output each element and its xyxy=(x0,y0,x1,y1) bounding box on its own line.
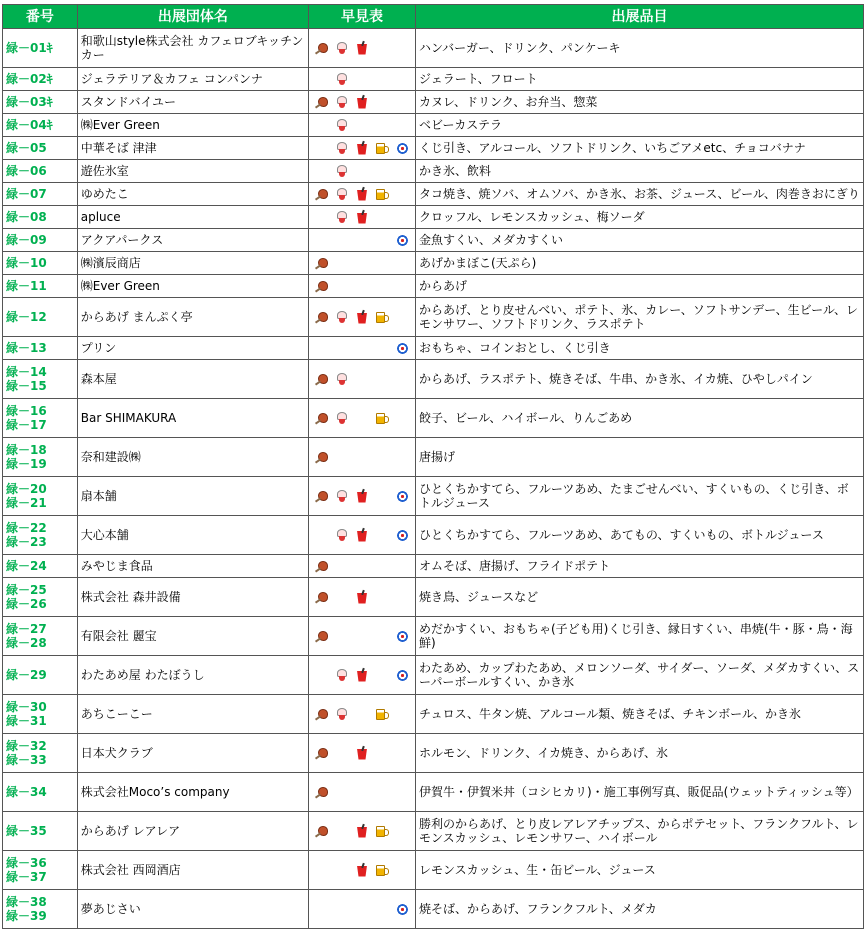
quick-chart-icons xyxy=(309,68,416,91)
booth-number xyxy=(3,68,78,91)
booth-number-label: 緑－21 xyxy=(6,496,47,510)
exhibitor-name: 奈和建設㈱ xyxy=(77,438,308,477)
exhibit-items: 勝利のからあげ、とり皮レアレアチップス、からポテセット、フランクフルト、レモンスカッシュ、レモンサワー、ハイボール xyxy=(416,812,864,851)
booth-number-label: 緑－12 xyxy=(6,310,47,324)
table-row xyxy=(3,29,864,68)
exhibit-items: 餃子、ビール、ハイボール、りんごあめ xyxy=(416,399,864,438)
table-row xyxy=(3,851,864,890)
booth-number-label: 緑－23 xyxy=(6,535,47,549)
table-row xyxy=(3,734,864,773)
booth-number-label: 緑－25 xyxy=(6,583,47,597)
ice-icon xyxy=(336,73,348,86)
booth-number-label: 緑－32 xyxy=(6,739,47,753)
ice-icon xyxy=(336,412,348,425)
exhibit-items: ハンバーガー、ドリンク、パンケーキ xyxy=(416,29,864,68)
exhibitor-name: 扇本舗 xyxy=(77,477,308,516)
booth-number-label: 緑－29 xyxy=(6,668,47,682)
food-icon xyxy=(315,708,329,720)
table-row xyxy=(3,399,864,438)
drink-icon xyxy=(357,825,367,838)
booth-number xyxy=(3,773,78,812)
booth-number-label: 緑－14 xyxy=(6,365,47,379)
booth-number-label: 緑－03ｷ xyxy=(6,95,53,109)
table-row xyxy=(3,578,864,617)
drink-icon xyxy=(357,864,367,877)
table-row xyxy=(3,555,864,578)
food-icon xyxy=(315,311,329,323)
booth-number xyxy=(3,477,78,516)
booth-number xyxy=(3,252,78,275)
booth-number-label: 緑－39 xyxy=(6,909,47,923)
table-row xyxy=(3,68,864,91)
food-icon xyxy=(315,451,329,463)
booth-number xyxy=(3,275,78,298)
quick-chart-icons xyxy=(309,516,416,555)
beer-icon xyxy=(376,864,389,876)
ice-icon xyxy=(336,669,348,682)
quick-chart-icons xyxy=(309,812,416,851)
exhibitor-name: アクアパークス xyxy=(77,229,308,252)
exhibitor-name: 中華そば 津津 xyxy=(77,137,308,160)
quick-chart-icons xyxy=(309,773,416,812)
exhibitor-name: からあげ レアレア xyxy=(77,812,308,851)
exhibitor-name: ジェラテリア＆カフェ コンパンナ xyxy=(77,68,308,91)
exhibit-items: かき氷、飲料 xyxy=(416,160,864,183)
quick-chart-icons xyxy=(309,337,416,360)
beer-icon xyxy=(376,708,389,720)
header-group-name: 出展団体名 xyxy=(77,5,308,29)
quick-chart-icons xyxy=(309,555,416,578)
booth-number xyxy=(3,183,78,206)
food-icon xyxy=(315,825,329,837)
table-row xyxy=(3,114,864,137)
exhibitor-name: プリン xyxy=(77,337,308,360)
exhibitor-name: あちこーこー xyxy=(77,695,308,734)
exhibitor-name: わたあめ屋 わたぼうし xyxy=(77,656,308,695)
booth-number-label: 緑－08 xyxy=(6,210,47,224)
booth-number-label: 緑－30 xyxy=(6,700,47,714)
drink-icon xyxy=(357,747,367,760)
food-icon xyxy=(315,630,329,642)
drink-icon xyxy=(357,591,367,604)
drink-icon xyxy=(357,96,367,109)
food-icon xyxy=(315,786,329,798)
exhibit-items: 唐揚げ xyxy=(416,438,864,477)
table-row xyxy=(3,438,864,477)
booth-number-label: 緑－18 xyxy=(6,443,47,457)
booth-number-label: 緑－01ｷ xyxy=(6,41,53,55)
header-items: 出展品目 xyxy=(416,5,864,29)
booth-number xyxy=(3,337,78,360)
exhibitor-name: 有限会社 麗宝 xyxy=(77,617,308,656)
booth-number xyxy=(3,555,78,578)
table-row xyxy=(3,91,864,114)
quick-chart-icons xyxy=(309,137,416,160)
exhibitor-name: みやじま食品 xyxy=(77,555,308,578)
booth-number-label: 緑－26 xyxy=(6,597,47,611)
exhibit-items: カヌレ、ドリンク、お弁当、惣菜 xyxy=(416,91,864,114)
booth-number-label: 緑－20 xyxy=(6,482,47,496)
booth-number-label: 緑－11 xyxy=(6,279,47,293)
booth-number-label: 緑－34 xyxy=(6,785,47,799)
ice-icon xyxy=(336,311,348,324)
game-icon xyxy=(396,669,409,682)
exhibitor-name: 遊佐氷室 xyxy=(77,160,308,183)
table-row xyxy=(3,298,864,337)
booth-number xyxy=(3,695,78,734)
table-row xyxy=(3,360,864,399)
exhibitor-name: 大心本舗 xyxy=(77,516,308,555)
table-row xyxy=(3,617,864,656)
exhibitor-name: 株式会社Moco’s company xyxy=(77,773,308,812)
table-row xyxy=(3,137,864,160)
booth-number-label: 緑－31 xyxy=(6,714,47,728)
ice-icon xyxy=(336,42,348,55)
exhibitor-name: 株式会社 森井設備 xyxy=(77,578,308,617)
quick-chart-icons xyxy=(309,399,416,438)
quick-chart-icons xyxy=(309,160,416,183)
booth-number xyxy=(3,229,78,252)
beer-icon xyxy=(376,142,389,154)
exhibit-items: 焼そば、からあげ、フランクフルト、メダカ xyxy=(416,890,864,929)
beer-icon xyxy=(376,825,389,837)
exhibit-items: ベビーカステラ xyxy=(416,114,864,137)
quick-chart-icons xyxy=(309,734,416,773)
booth-number-label: 緑－15 xyxy=(6,379,47,393)
quick-chart-icons xyxy=(309,298,416,337)
drink-icon xyxy=(357,529,367,542)
food-icon xyxy=(315,257,329,269)
drink-icon xyxy=(357,211,367,224)
exhibitor-table xyxy=(2,4,864,929)
exhibit-items: タコ焼き、焼ソバ、オムソバ、かき氷、お茶、ジュース、ビール、肉巻きおにぎり xyxy=(416,183,864,206)
table-row xyxy=(3,183,864,206)
quick-chart-icons xyxy=(309,438,416,477)
table-row xyxy=(3,812,864,851)
table-row xyxy=(3,477,864,516)
table-row xyxy=(3,337,864,360)
booth-number xyxy=(3,114,78,137)
food-icon xyxy=(315,747,329,759)
booth-number-label: 緑－19 xyxy=(6,457,47,471)
exhibitor-name: 和歌山style株式会社 カフェロブキッチンカー xyxy=(77,29,308,68)
ice-icon xyxy=(336,165,348,178)
exhibit-items: めだかすくい、おもちゃ(子ども用)くじ引き、縁日すくい、串焼(牛・豚・鳥・海鮮) xyxy=(416,617,864,656)
booth-number-label: 緑－35 xyxy=(6,824,47,838)
ice-icon xyxy=(336,529,348,542)
beer-icon xyxy=(376,188,389,200)
quick-chart-icons xyxy=(309,206,416,229)
booth-number xyxy=(3,206,78,229)
booth-number-label: 緑－13 xyxy=(6,341,47,355)
game-icon xyxy=(396,630,409,643)
table-row xyxy=(3,160,864,183)
booth-number xyxy=(3,890,78,929)
ice-icon xyxy=(336,96,348,109)
header-row xyxy=(3,5,864,29)
game-icon xyxy=(396,490,409,503)
exhibit-items: おもちゃ、コインおとし、くじ引き xyxy=(416,337,864,360)
exhibitor-name: 森本屋 xyxy=(77,360,308,399)
exhibit-items: ひとくちかすてら、フルーツあめ、あてもの、すくいもの、ボトルジュース xyxy=(416,516,864,555)
booth-number-label: 緑－10 xyxy=(6,256,47,270)
booth-number xyxy=(3,516,78,555)
drink-icon xyxy=(357,669,367,682)
exhibit-items: くじ引き、アルコール、ソフトドリンク、いちごアメetc、チョコバナナ xyxy=(416,137,864,160)
booth-number xyxy=(3,578,78,617)
quick-chart-icons xyxy=(309,477,416,516)
booth-number-label: 緑－28 xyxy=(6,636,47,650)
ice-icon xyxy=(336,142,348,155)
exhibitor-name: 日本犬クラブ xyxy=(77,734,308,773)
ice-icon xyxy=(336,708,348,721)
drink-icon xyxy=(357,311,367,324)
food-icon xyxy=(315,591,329,603)
booth-number xyxy=(3,160,78,183)
exhibitor-name: からあげ まんぷく亭 xyxy=(77,298,308,337)
exhibit-items: からあげ xyxy=(416,275,864,298)
drink-icon xyxy=(357,142,367,155)
table-row xyxy=(3,890,864,929)
game-icon xyxy=(396,342,409,355)
quick-chart-icons xyxy=(309,252,416,275)
quick-chart-icons xyxy=(309,114,416,137)
booth-number xyxy=(3,91,78,114)
quick-chart-icons xyxy=(309,183,416,206)
quick-chart-icons xyxy=(309,229,416,252)
booth-number-label: 緑－09 xyxy=(6,233,47,247)
exhibit-items: オムそば、唐揚げ、フライドポテト xyxy=(416,555,864,578)
quick-chart-icons xyxy=(309,656,416,695)
exhibitor-name: ㈱Ever Green xyxy=(77,275,308,298)
booth-number xyxy=(3,399,78,438)
exhibit-items: からあげ、ラスポテト、焼きそば、牛串、かき氷、イカ焼、ひやしパイン xyxy=(416,360,864,399)
ice-icon xyxy=(336,211,348,224)
exhibit-items: ひとくちかすてら、フルーツあめ、たまごせんべい、すくいもの、くじ引き、ボトルジュース xyxy=(416,477,864,516)
quick-chart-icons xyxy=(309,695,416,734)
header-quick-chart: 早見表 xyxy=(309,5,416,29)
booth-number-label: 緑－37 xyxy=(6,870,47,884)
beer-icon xyxy=(376,311,389,323)
game-icon xyxy=(396,529,409,542)
game-icon xyxy=(396,903,409,916)
booth-number-label: 緑－33 xyxy=(6,753,47,767)
ice-icon xyxy=(336,490,348,503)
drink-icon xyxy=(357,188,367,201)
food-icon xyxy=(315,490,329,502)
quick-chart-icons xyxy=(309,851,416,890)
exhibit-items: わたあめ、カップわたあめ、メロンソーダ、サイダー、ソーダ、メダカすくい、スーパーボールすくい、かき氷 xyxy=(416,656,864,695)
booth-number-label: 緑－05 xyxy=(6,141,47,155)
game-icon xyxy=(396,234,409,247)
exhibit-items: あげかまぼこ(天ぷら) xyxy=(416,252,864,275)
exhibit-items: 伊賀牛・伊賀米丼（コシヒカリ)・施工事例写真、販促品(ウェットティッシュ等） xyxy=(416,773,864,812)
food-icon xyxy=(315,188,329,200)
exhibit-items: ホルモン、ドリンク、イカ焼き、からあげ、氷 xyxy=(416,734,864,773)
exhibit-items: 焼き鳥、ジュースなど xyxy=(416,578,864,617)
booth-number xyxy=(3,734,78,773)
quick-chart-icons xyxy=(309,360,416,399)
booth-number xyxy=(3,617,78,656)
booth-number-label: 緑－06 xyxy=(6,164,47,178)
booth-number xyxy=(3,29,78,68)
booth-number xyxy=(3,812,78,851)
quick-chart-icons xyxy=(309,91,416,114)
booth-number-label: 緑－17 xyxy=(6,418,47,432)
ice-icon xyxy=(336,119,348,132)
booth-number-label: 緑－02ｷ xyxy=(6,72,53,86)
booth-number-label: 緑－24 xyxy=(6,559,47,573)
booth-number-label: 緑－27 xyxy=(6,622,47,636)
exhibit-items: レモンスカッシュ、生・缶ビール、ジュース xyxy=(416,851,864,890)
drink-icon xyxy=(357,490,367,503)
exhibit-items: チュロス、牛タン焼、アルコール類、焼きそば、チキンボール、かき氷 xyxy=(416,695,864,734)
quick-chart-icons xyxy=(309,29,416,68)
booth-number xyxy=(3,360,78,399)
exhibit-items: 金魚すくい、メダカすくい xyxy=(416,229,864,252)
food-icon xyxy=(315,412,329,424)
food-icon xyxy=(315,373,329,385)
quick-chart-icons xyxy=(309,890,416,929)
booth-number xyxy=(3,438,78,477)
ice-icon xyxy=(336,188,348,201)
exhibitor-name: スタンドバイユー xyxy=(77,91,308,114)
exhibitor-name: ゆめたこ xyxy=(77,183,308,206)
quick-chart-icons xyxy=(309,578,416,617)
exhibitor-name: ㈱濱辰商店 xyxy=(77,252,308,275)
booth-number-label: 緑－04ｷ xyxy=(6,118,53,132)
booth-number xyxy=(3,851,78,890)
table-body xyxy=(3,29,864,929)
quick-chart-icons xyxy=(309,617,416,656)
quick-chart-icons xyxy=(309,275,416,298)
booth-number-label: 緑－36 xyxy=(6,856,47,870)
exhibitor-name: 株式会社 西岡酒店 xyxy=(77,851,308,890)
table-row xyxy=(3,275,864,298)
table-row xyxy=(3,252,864,275)
booth-number-label: 緑－16 xyxy=(6,404,47,418)
table-row xyxy=(3,773,864,812)
drink-icon xyxy=(357,42,367,55)
exhibit-items: クロッフル、レモンスカッシュ、梅ソーダ xyxy=(416,206,864,229)
exhibitor-name: 夢あじさい xyxy=(77,890,308,929)
exhibitor-name: ㈱Ever Green xyxy=(77,114,308,137)
ice-icon xyxy=(336,373,348,386)
game-icon xyxy=(396,142,409,155)
table-row xyxy=(3,695,864,734)
booth-number-label: 緑－38 xyxy=(6,895,47,909)
exhibit-items: からあげ、とり皮せんべい、ポテト、氷、カレー、ソフトサンデー、生ビール、レモンサワー、ソフトドリンク、ラスポテト xyxy=(416,298,864,337)
booth-number-label: 緑－22 xyxy=(6,521,47,535)
beer-icon xyxy=(376,412,389,424)
booth-number xyxy=(3,137,78,160)
exhibitor-name: apluce xyxy=(77,206,308,229)
food-icon xyxy=(315,560,329,572)
food-icon xyxy=(315,280,329,292)
table-row xyxy=(3,206,864,229)
exhibit-items: ジェラート、フロート xyxy=(416,68,864,91)
exhibitor-name: Bar SHIMAKURA xyxy=(77,399,308,438)
table-row xyxy=(3,229,864,252)
food-icon xyxy=(315,42,329,54)
table-row xyxy=(3,516,864,555)
booth-number-label: 緑－07 xyxy=(6,187,47,201)
header-number: 番号 xyxy=(3,5,78,29)
food-icon xyxy=(315,96,329,108)
booth-number xyxy=(3,298,78,337)
table-row xyxy=(3,656,864,695)
booth-number xyxy=(3,656,78,695)
